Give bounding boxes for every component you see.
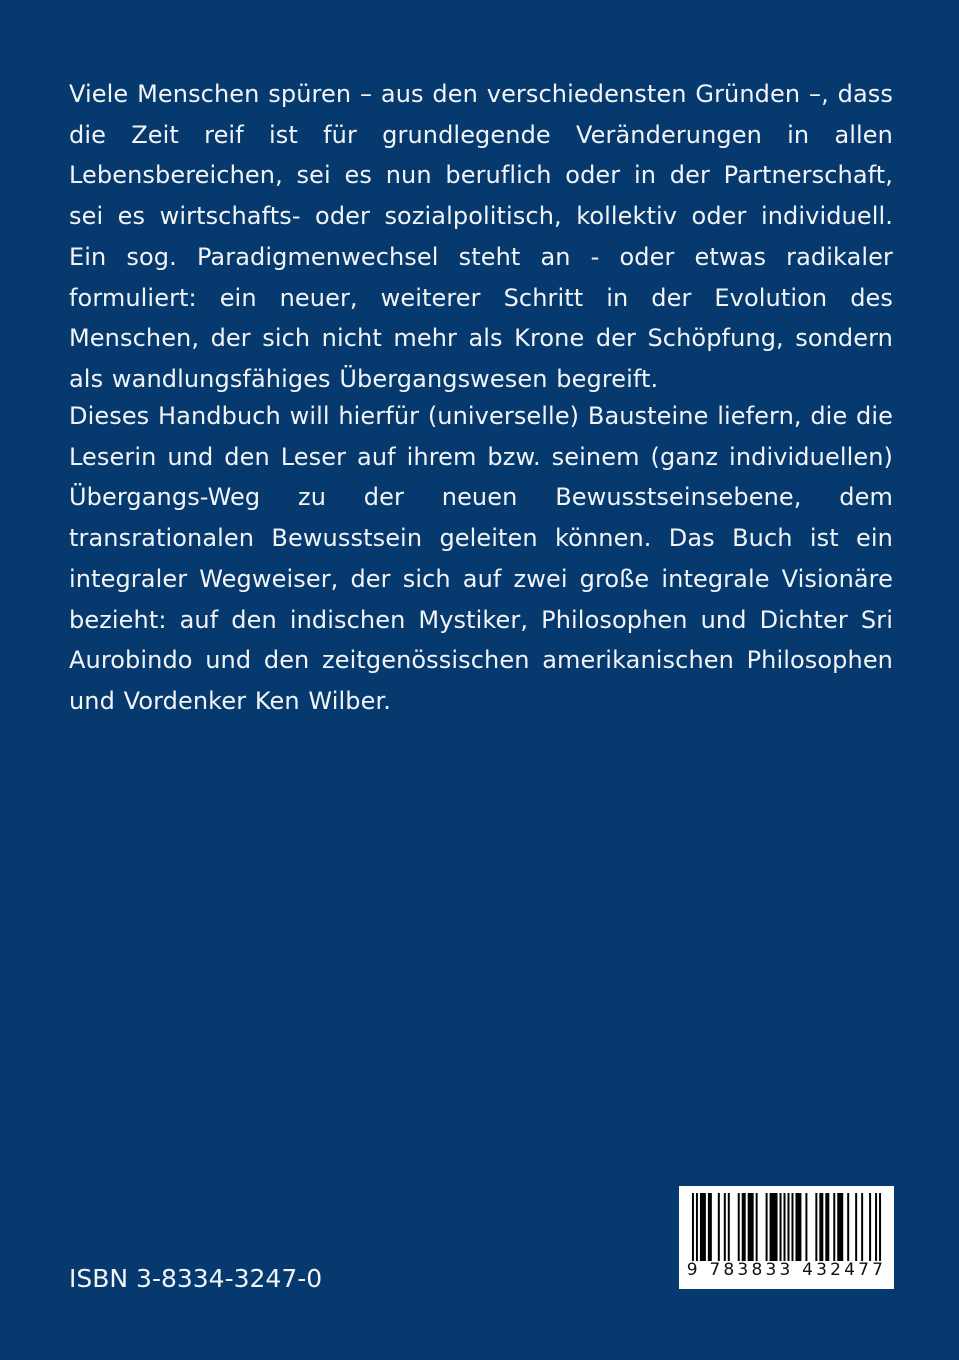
barcode-bar xyxy=(825,1193,829,1261)
barcode-bar xyxy=(780,1193,782,1261)
barcode-bar xyxy=(728,1193,730,1261)
barcode-bar xyxy=(766,1193,768,1261)
blurb-paragraph-1: Viele Menschen spüren – aus den verschiedensten Gründen –, dass die Zeit reif ist für grundlegende Veränderungen in allen Lebensbereichen, sei es nun beruflich oder in der Partnerschaft, sei es wirtschafts- oder sozialpolitisch, kollektiv oder individuell. Ein sog. Paradigmenwechsel steht an - oder etwas radikaler formuliert: ein neuer, weiterer Schritt in der Evolution des Menschen, der sich nicht mehr als Krone der Schöpfung, sondern als wandlungsfähiges Übergangswesen begreift. xyxy=(69,80,893,393)
barcode-bar xyxy=(795,1193,801,1261)
barcode-bar xyxy=(791,1193,793,1261)
barcode-bar xyxy=(770,1193,778,1261)
barcode-bar xyxy=(708,1193,712,1261)
blurb-paragraph-2: Dieses Handbuch will hierfür (universelle) Bausteine liefern, die die Leserin und den Leser auf ihrem bzw. seinem (ganz individuellen) Übergangs-Weg zu der neuen Bewusstseinsebene, dem transrationalen Bewusstsein geleiten können. Das Buch ist ein integraler Wegweiser, der sich auf zwei große integrale Visionäre bezieht: auf den indischen Mystiker, Philosophen und Dichter Sri Aurobindo und den zeitgenössischen amerikanischen Philosophen und Vordenker Ken Wilber. xyxy=(69,402,894,715)
barcode-bar xyxy=(748,1193,754,1261)
barcode-bar xyxy=(756,1193,758,1261)
barcode-bar xyxy=(718,1193,720,1261)
barcode-bar xyxy=(869,1193,871,1261)
barcode-bar xyxy=(700,1193,706,1261)
barcode-bar xyxy=(847,1193,849,1261)
barcode-number: 9 783833 432477 xyxy=(686,1260,887,1280)
barcode-bar xyxy=(833,1193,835,1261)
barcode-bar xyxy=(837,1193,843,1261)
barcode-bar xyxy=(738,1193,740,1261)
barcode-bar xyxy=(724,1193,726,1261)
barcode-bar xyxy=(855,1193,857,1261)
isbn-label: ISBN 3-8334-3247-0 xyxy=(69,1264,323,1293)
barcode-bar xyxy=(696,1193,698,1261)
barcode-bar xyxy=(875,1193,877,1261)
barcode-bar xyxy=(805,1193,807,1261)
barcode-bar xyxy=(819,1193,823,1261)
barcode-bar xyxy=(784,1193,786,1261)
barcode-bar xyxy=(742,1193,746,1261)
barcode-bar xyxy=(692,1193,694,1261)
barcode-bar xyxy=(879,1193,881,1261)
barcode-bars xyxy=(684,1193,889,1261)
barcode-bar xyxy=(861,1193,863,1261)
barcode-bar xyxy=(815,1193,817,1261)
barcode-bar xyxy=(788,1193,790,1261)
barcode xyxy=(679,1186,894,1289)
